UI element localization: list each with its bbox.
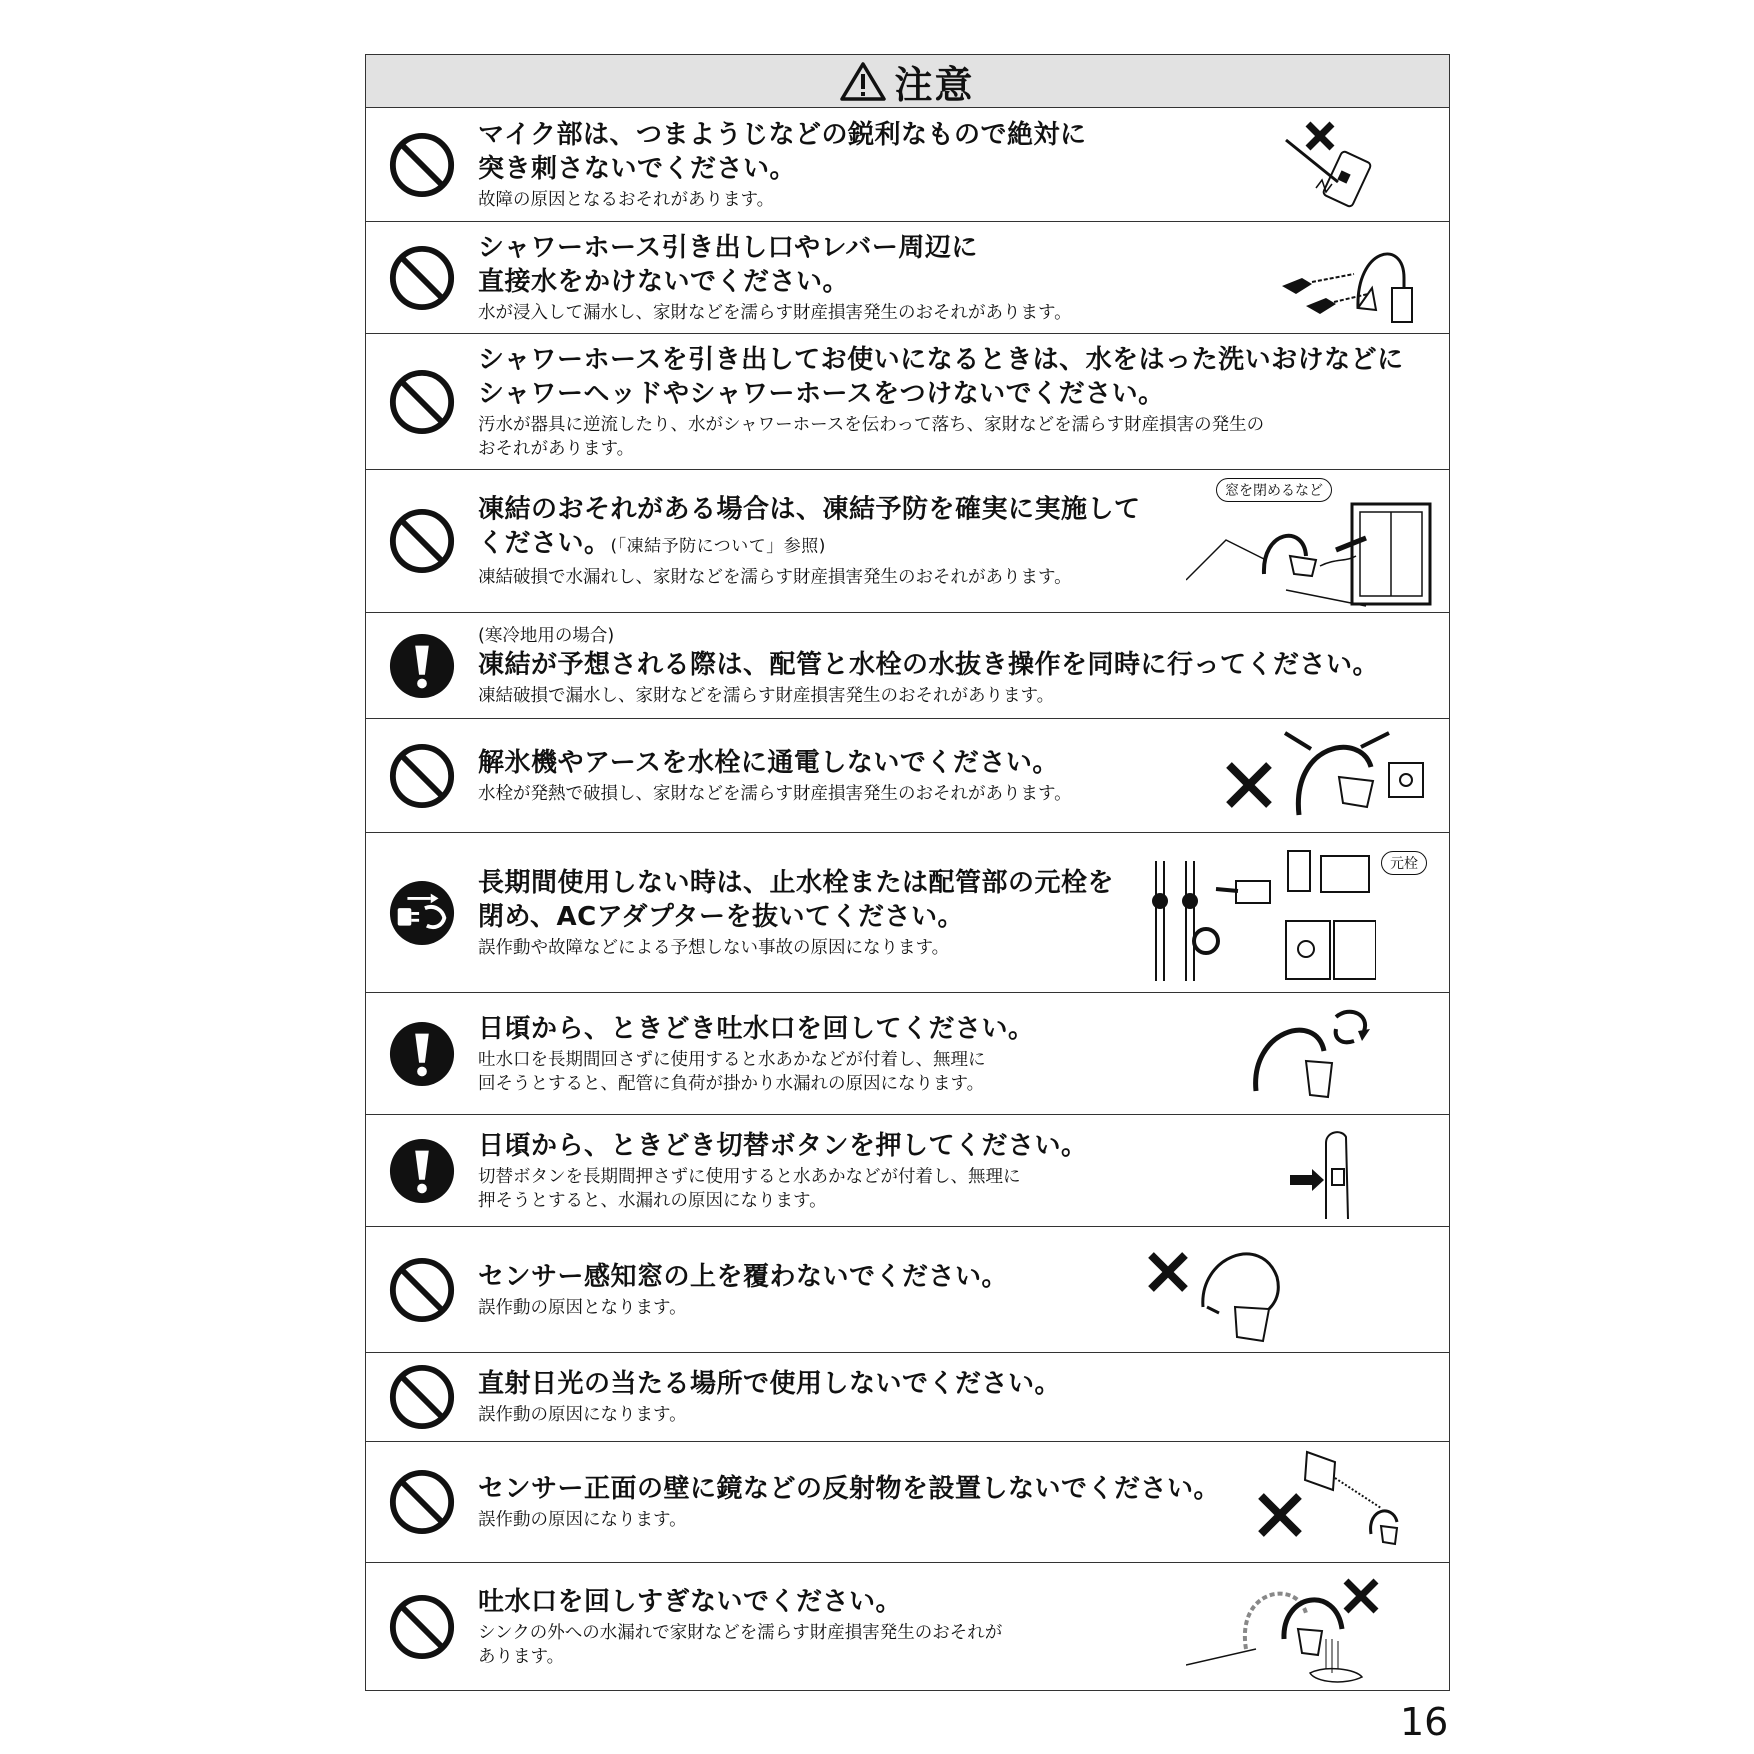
item-heading: 長期間使用しない時は、止水栓または配管部の元栓を 閉め、ACアダプターを抜いてください。 — [478, 867, 1115, 932]
item-heading: マイク部は、つまようじなどの鋭利なもので絶対に 突き刺さないでください。 — [478, 119, 1087, 184]
item-heading: 日頃から、ときどき吐水口を回してください。 — [478, 1013, 1035, 1044]
caution-item — [366, 833, 1449, 993]
mandatory-icon — [388, 1020, 456, 1088]
mandatory-icon — [388, 632, 456, 700]
caution-item — [366, 613, 1449, 719]
item-heading: 解氷機やアースを水栓に通電しないでください。 — [478, 747, 1059, 778]
item-heading: シャワーホース引き出し口やレバー周辺に 直接水をかけないでください。 — [478, 232, 978, 297]
item-detail: 水栓が発熱で破損し、家財などを濡らす財産損害発生のおそれがあります。 — [478, 783, 1072, 804]
faucet-spray-illustration — [1276, 228, 1416, 328]
prohibition-icon — [388, 368, 456, 436]
item-detail: 切替ボタンを長期間押さずに使用すると水あかなどが付着し、無理に 押そうとすると、水漏れの原因になります。 — [478, 1166, 1021, 1211]
prohibition-icon — [388, 1468, 456, 1536]
press-button-illustration — [1286, 1123, 1376, 1221]
heading-reference-note: (「凍結予防について」参照) — [610, 536, 826, 557]
caution-item — [366, 222, 1449, 334]
caution-item — [366, 1115, 1449, 1227]
illustration-callout: 元栓 — [1381, 851, 1427, 875]
illustration-callout: 窓を閉めるなど — [1216, 478, 1332, 502]
caution-item — [366, 993, 1449, 1115]
item-detail: シンクの外への水漏れで家財などを濡らす財産損害発生のおそれが あります。 — [478, 1622, 1003, 1667]
item-detail: 水が浸入して漏水し、家財などを濡らす財産損害発生のおそれがあります。 — [478, 302, 1072, 323]
prohibition-icon — [388, 742, 456, 810]
prohibition-icon — [388, 1256, 456, 1324]
mandatory-icon — [388, 1137, 456, 1205]
item-heading: 凍結のおそれがある場合は、凍結予防を確実に実施して ください。(「凍結予防について」参照) — [478, 494, 1141, 559]
item-detail: 吐水口を長期間回さずに使用すると水あかなどが付着し、無理に 回そうとすると、配管に負荷が掛かり水漏れの原因になります。 — [478, 1049, 986, 1094]
prohibition-icon — [388, 1593, 456, 1661]
caution-title: 注意 — [894, 62, 975, 107]
caution-item — [366, 1353, 1449, 1442]
item-heading: 直射日光の当たる場所で使用しないでください。 — [478, 1369, 1062, 1399]
close-window-illustration — [1186, 500, 1436, 610]
item-heading: センサー感知窓の上を覆わないでください。 — [478, 1261, 1009, 1292]
item-detail: 誤作動の原因となります。 — [478, 1297, 687, 1318]
item-heading: 吐水口を回しすぎないでください。 — [478, 1586, 903, 1617]
prohibition-icon — [388, 507, 456, 575]
caution-item — [366, 334, 1449, 470]
toothpick-microphone-illustration — [1276, 120, 1386, 210]
item-heading: センサー正面の壁に鏡などの反射物を設置しないでください。 — [478, 1474, 1221, 1504]
caution-item — [366, 1563, 1449, 1690]
rotate-spout-illustration — [1246, 1001, 1376, 1109]
prohibition-icon — [388, 131, 456, 199]
caution-item — [366, 470, 1449, 613]
item-detail: 誤作動や故障などによる予想しない事故の原因になります。 — [478, 937, 950, 958]
item-heading: シャワーホースを引き出してお使いになるときは、水をはった洗いおけなどに シャワーヘッドやシャワーホースをつけないでください。 — [478, 344, 1404, 409]
caution-panel — [365, 54, 1450, 1691]
page-number: 16 — [1400, 1700, 1449, 1744]
item-detail: 誤作動の原因になります。 — [478, 1510, 687, 1530]
caution-header — [366, 55, 1449, 108]
prohibition-icon — [388, 1363, 456, 1431]
item-heading: 凍結が予想される際は、配管と水栓の水抜き操作を同時に行ってください。 — [478, 649, 1380, 680]
over-rotate-spout-illustration — [1186, 1569, 1386, 1685]
item-detail: 汚水が器具に逆流したり、水がシャワーホースを伝わって落ち、家財などを濡らす財産損害の発生の おそれがあります。 — [478, 414, 1265, 459]
item-detail: 故障の原因となるおそれがあります。 — [478, 189, 775, 210]
item-prefix: (寒冷地用の場合) — [478, 625, 615, 646]
cover-sensor-illustration — [1141, 1237, 1321, 1345]
caution-item — [366, 1227, 1449, 1353]
item-detail: 凍結破損で漏水し、家財などを濡らす財産損害発生のおそれがあります。 — [478, 685, 1055, 706]
item-detail: 凍結破損で水漏れし、家財などを濡らす財産損害発生のおそれがあります。 — [478, 567, 1072, 588]
item-heading: 日頃から、ときどき切替ボタンを押してください。 — [478, 1130, 1088, 1161]
prohibition-icon — [388, 244, 456, 312]
unplug-icon — [388, 879, 456, 947]
mirror-reflection-illustration — [1251, 1446, 1401, 1558]
warning-triangle-icon — [840, 61, 886, 101]
caution-item — [366, 1442, 1449, 1563]
caution-item — [366, 719, 1449, 833]
item-detail: 誤作動の原因になります。 — [478, 1405, 687, 1425]
shutoff-valve-illustration — [1146, 841, 1376, 989]
thawing-machine-illustration — [1221, 723, 1436, 828]
caution-item — [366, 108, 1449, 222]
